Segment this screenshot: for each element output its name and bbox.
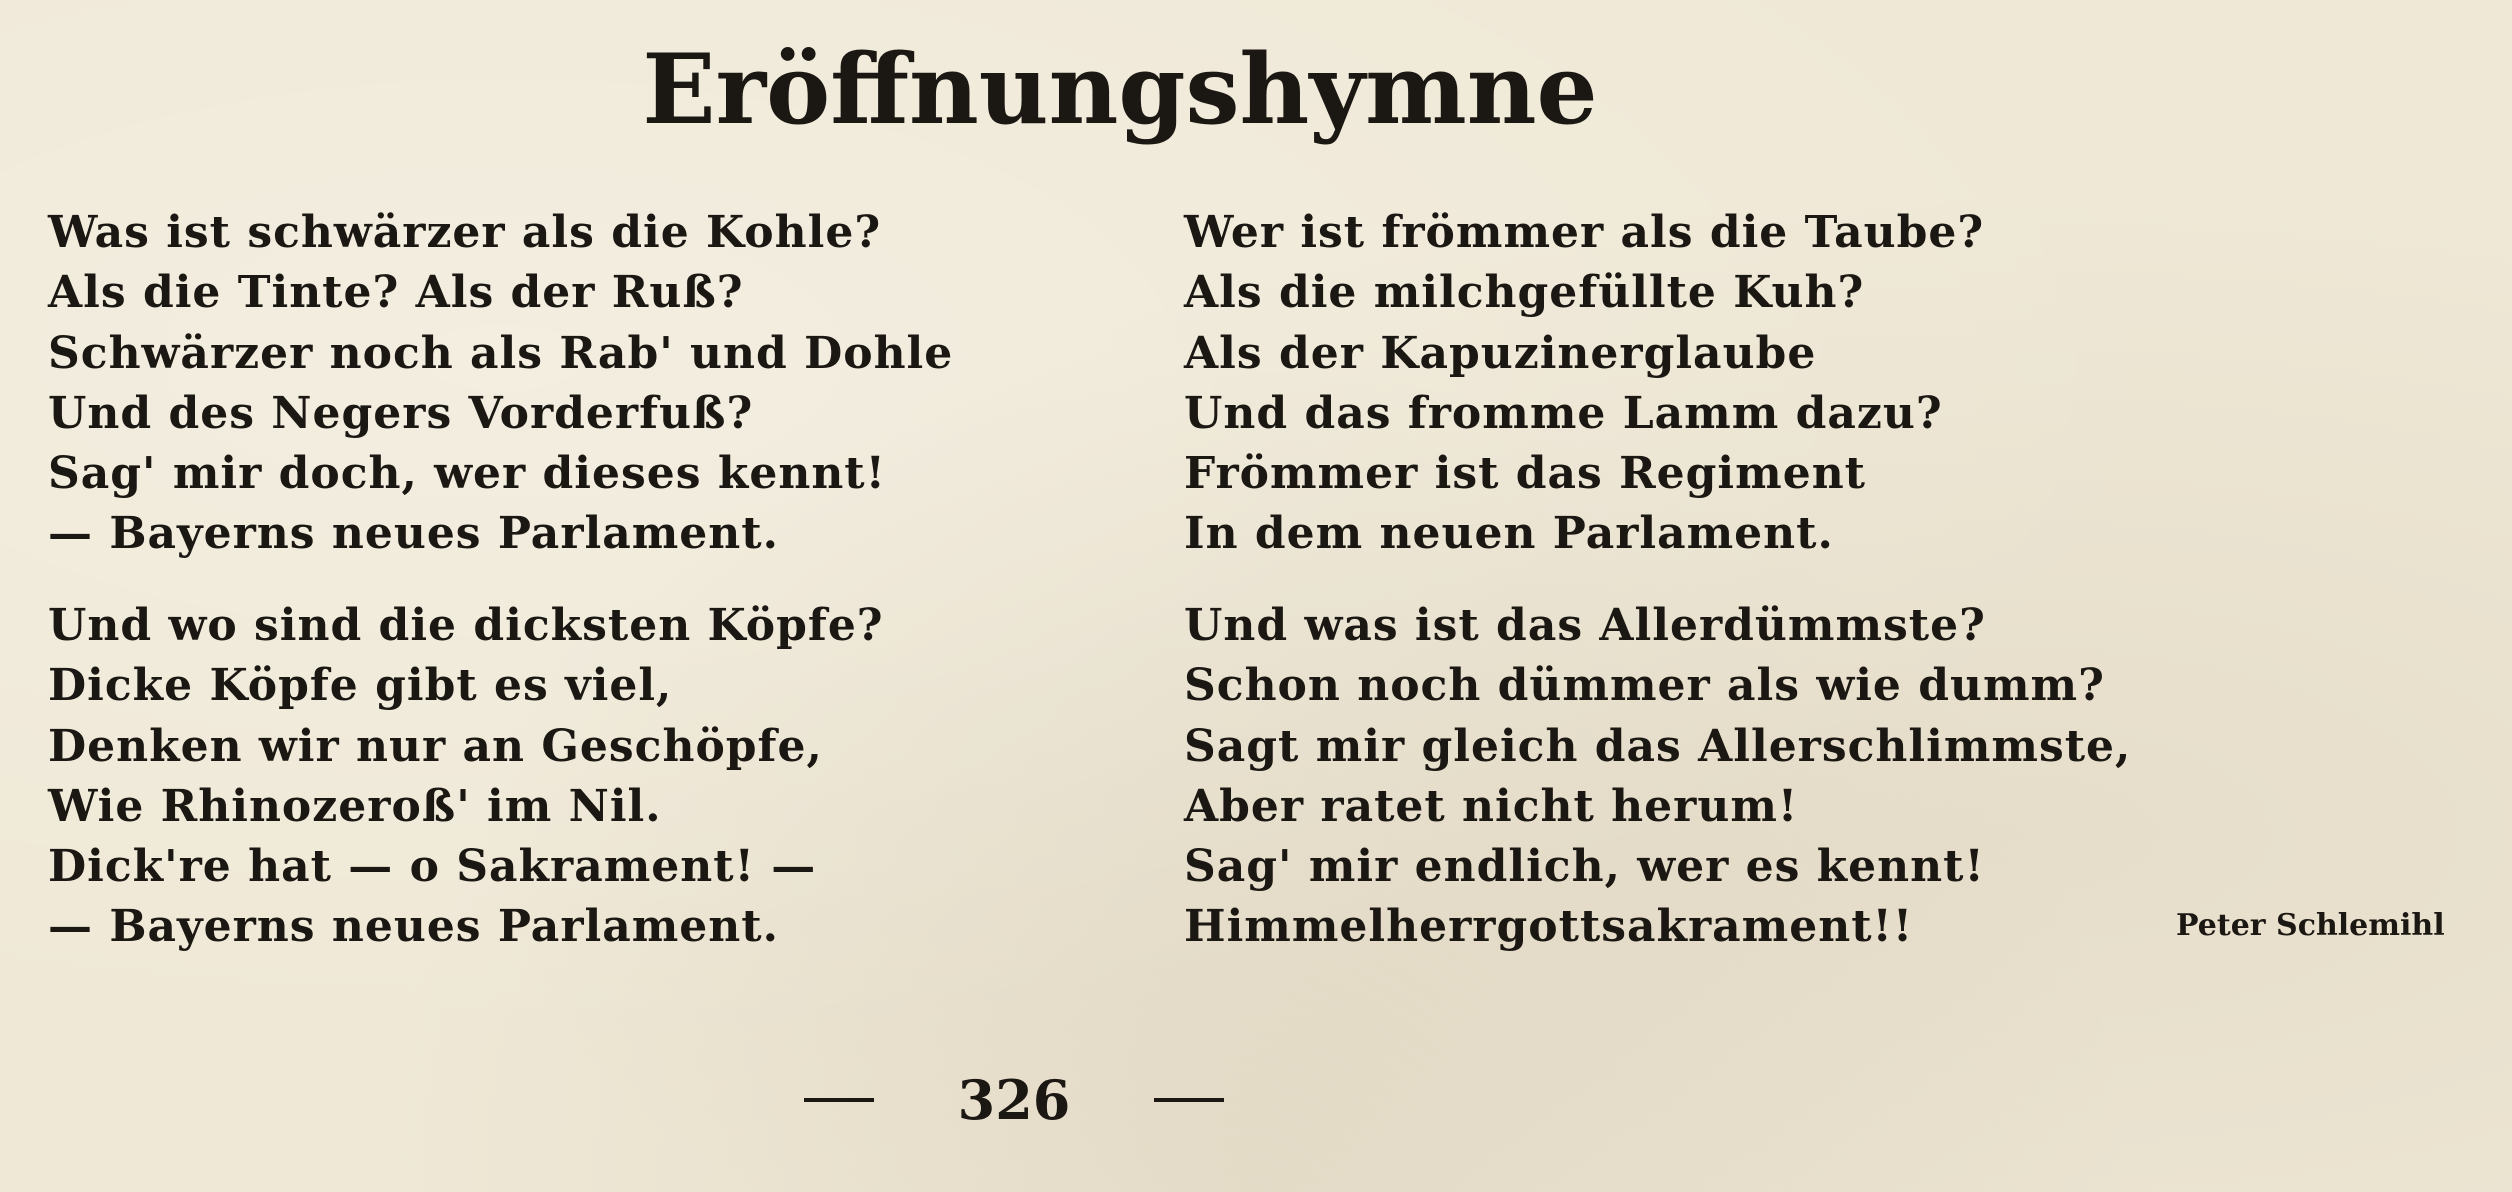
verse-line: Und wo sind die dicksten Köpfe?: [48, 600, 884, 651]
verse-line: Himmelherrgottsakrament!!: [1184, 901, 1914, 953]
verse-line: Dicke Köpfe gibt es viel,: [48, 660, 673, 712]
verse-line: Sag' mir doch, wer dieses kennt!: [48, 448, 886, 500]
verse-line: Als der Kapuzinerglaube: [1184, 327, 1817, 379]
verse-line: Wer ist frömmer als die Taube?: [1184, 207, 1985, 258]
stanza-4: [1184, 596, 2131, 958]
verse-line: Und was ist das Allerdümmste?: [1184, 600, 1986, 651]
verse-line: Als die milchgefüllte Kuh?: [1184, 267, 1865, 319]
verse-line: Schwärzer noch als Rab' und Dohle: [48, 327, 954, 379]
page-number-footer: [804, 1068, 1224, 1132]
verse-line: Sag' mir endlich, wer es kennt!: [1184, 841, 1985, 893]
verse-line: — Bayerns neues Parlament.: [48, 508, 779, 560]
verse-line: Frömmer ist das Regiment: [1184, 448, 1867, 500]
verse-line: Als die Tinte? Als der Ruß?: [48, 267, 744, 319]
verse-line: Sagt mir gleich das Allerschlimmste,: [1184, 720, 2132, 772]
verse-line: Schon noch dümmer als wie dumm?: [1184, 660, 2105, 712]
verse-line: In dem neuen Parlament.: [1184, 508, 1834, 560]
footer-dash-right: [1154, 1098, 1224, 1102]
poem-title: Eröffnungshymne: [642, 33, 1598, 146]
verse-line: Dick're hat — o Sakrament! —: [48, 841, 817, 893]
verse-line: — Bayerns neues Parlament.: [48, 901, 779, 953]
verse-line: Aber ratet nicht herum!: [1184, 780, 1799, 832]
verse-line: Und das fromme Lamm dazu?: [1184, 387, 1943, 439]
stanza-3: [1184, 203, 1984, 565]
verse-line: Wie Rhinozeroß' im Nil.: [48, 780, 662, 832]
author-signature: Peter Schlemihl: [2176, 908, 2445, 943]
stanza-2: [48, 596, 884, 958]
page-number: 326: [957, 1068, 1071, 1132]
verse-line: Denken wir nur an Geschöpfe,: [48, 720, 823, 772]
footer-dash-left: [804, 1098, 874, 1102]
verse-line: Und des Negers Vorderfuß?: [48, 387, 754, 439]
stanza-1: [48, 203, 953, 565]
verse-line: Was ist schwärzer als die Kohle?: [48, 207, 882, 258]
